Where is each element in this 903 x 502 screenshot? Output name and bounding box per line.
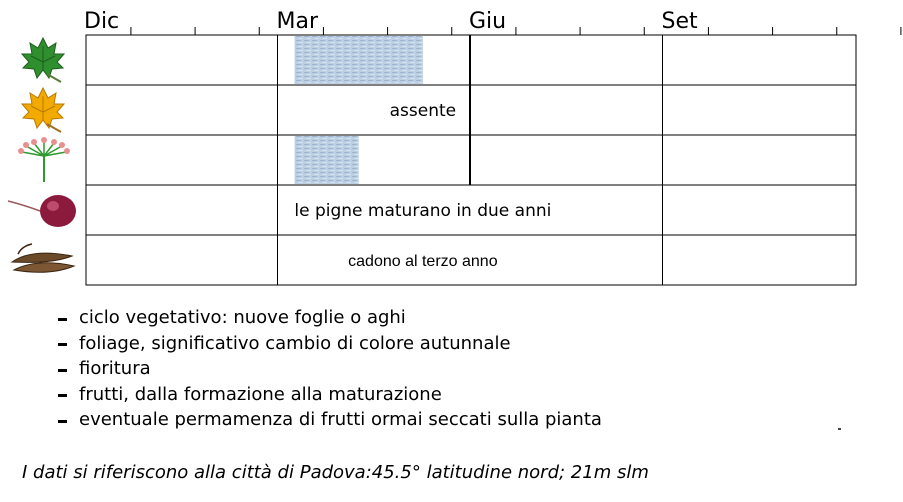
month-label: Mar xyxy=(276,9,319,34)
legend-item: foliage, significativo cambio di colore autunnale xyxy=(58,331,602,357)
legend-item: ciclo vegetativo: nuove foglie o aghi xyxy=(58,305,602,331)
flower-icon xyxy=(18,137,70,182)
legend-dash xyxy=(58,343,67,346)
legend-dash xyxy=(58,318,67,321)
legend xyxy=(58,305,602,433)
phenology-bar xyxy=(295,136,359,184)
month-ticks xyxy=(131,27,901,35)
speck xyxy=(838,428,841,430)
calendar-grid xyxy=(86,35,856,285)
legend-dash xyxy=(58,394,67,397)
phenology-bar xyxy=(295,36,423,84)
row-text: cadono al terzo anno xyxy=(348,253,498,270)
month-labels xyxy=(84,9,698,34)
yellow-leaf-icon xyxy=(22,88,64,132)
row-text: le pigne maturano in due anni xyxy=(294,201,552,221)
footnote: I dati si riferiscono alla città di Padova:45.5° latitudine nord; 21m slm xyxy=(22,462,649,483)
legend-dash xyxy=(58,369,67,372)
legend-dash xyxy=(58,420,67,423)
legend-item: fioritura xyxy=(58,356,602,382)
dry-pod-icon xyxy=(12,244,74,272)
green-leaf-icon xyxy=(22,38,64,82)
row-text: assente xyxy=(389,101,457,121)
legend-item: eventuale permamenza di frutti ormai seccati sulla pianta xyxy=(58,407,602,433)
month-label: Giu xyxy=(469,9,507,34)
month-label: Dic xyxy=(84,9,120,34)
month-label: Set xyxy=(661,9,698,34)
red-fruit-icon xyxy=(8,195,76,227)
legend-item: frutti, dalla formazione alla maturazione xyxy=(58,382,602,408)
